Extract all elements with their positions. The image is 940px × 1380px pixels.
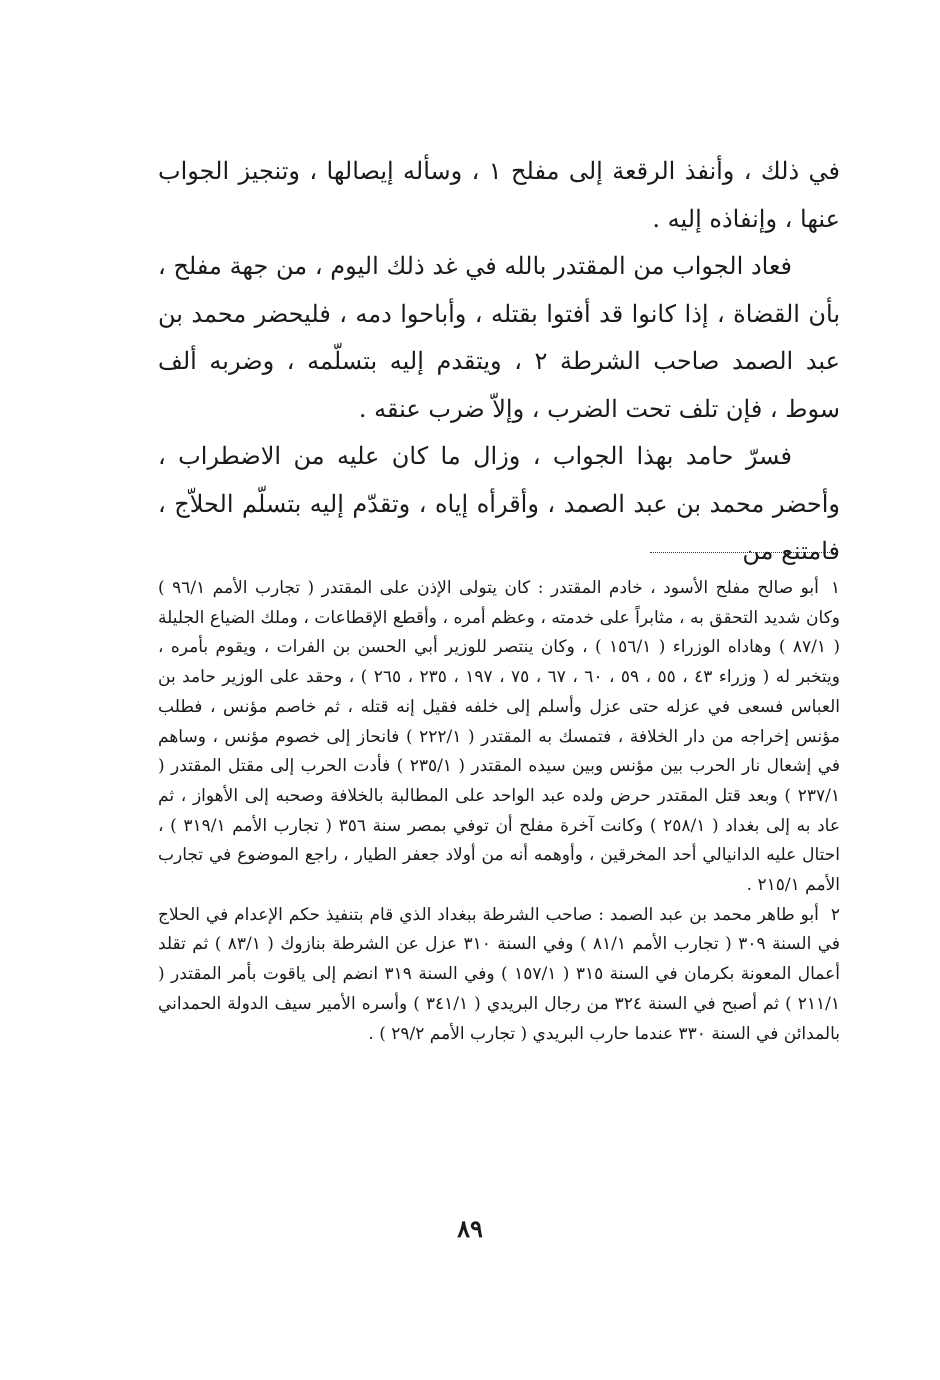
footnote-text: أبو صالح مفلح الأسود ، خادم المقتدر : كان يتولى الإذن على المقتدر ( تجارب الأمم ٩٦/١ ) وكان شديد التحقق به ، مثابراً على خدمته ، وعظم أمره ، وأقطع الإقطاعات ، وملك الضياع الجليلة ( ٨٧/١ ) وهاداه الوزراء ( ١٥٦/١ ) ، وكان ينتصر للوزير أبي الحسن بن الفرات ، ويقوم بأمره ، ويتخبر له ( وزراء ٤٣ ، ٥٥ ، ٥٩ ، ٦٠ ، ٦٧ ، ٧٥ ، ١٩٧ ، ٢٣٥ ، ٢٦٥ ) ، وحقد على الوزير حامد بن العباس فسعى في عزله حتى عزل وأسلم إلى خلفه فقيل إنه قتله ، ثم خاصم مؤنس ، فطلب مؤنس إخراجه من دار الخلافة ، فتمسك به المقتدر ( ٢٢٢/١ ) فانحاز إلى خصوم مؤنس ، وساهم في إشعال نار الحرب بين مؤنس وبين سيده المقتدر ( ٢٣٥/١ ) فأدت الحرب إلى مقتل المقتدر ( ٢٣٧/١ ) وبعد قتل المقتدر حرض ولده عبد الواحد على المطالبة بالخلافة وصحبه إلى الأهواز ، ثم عاد به إلى بغداد ( ٢٥٨/١ ) وكانت آخرة مفلح أن توفي بمصر سنة ٣٥٦ ( تجارب الأمم ٣١٩/١ ) ، احتال عليه الدانيالي أحد المخرقين ، وأوهمه أنه من أولاد جعفر الطيار ، راجع الموضوع في تجارب الأمم ٢١٥/١ . <box>158 578 841 896</box>
footnote-1 <box>158 574 840 901</box>
paragraph-3: فسرّ حامد بهذا الجواب ، وزال ما كان عليه من الاضطراب ، وأحضر محمد بن عبد الصمد ، وأقرأه إياه ، وتقدّم إليه بتسلّم الحلاّج ، فامتنع من <box>158 442 840 565</box>
footnote-number: ٢ <box>830 904 840 925</box>
paragraph-1: في ذلك ، وأنفذ الرقعة إلى مفلح ١ ، وسأله إيصالها ، وتنجيز الجواب عنها ، وإنفاذه إليه . <box>158 157 840 233</box>
page-number: ٨٩ <box>457 1214 483 1243</box>
footnote-2 <box>158 901 840 1050</box>
footnotes-section <box>158 574 840 1049</box>
footnote-number: ١ <box>830 578 840 598</box>
footnote-text: أبو طاهر محمد بن عبد الصمد : صاحب الشرطة ببغداد الذي قام بتنفيذ حكم الإعدام في الحلاج في السنة ٣٠٩ ( تجارب الأمم ٨١/١ ) وفي السنة ٣١٠ عزل عن الشرطة بنازوك ( ٨٣/١ ) ثم تقلد أعمال المعونة بكرمان في السنة ٣١٥ ( ١٥٧/١ ) وفي السنة ٣١٩ انضم إلى ياقوت بأمر المقتدر ( ٢١١/١ ) ثم أصبح في السنة ٣٢٤ من رجال البريدي ( ٣٤١/١ ) وأسره الأمير سيف الدولة الحمداني بالمدائن في السنة ٣٣٠ عندما حارب البريدي ( تجارب الأمم ٢٩/٢ ) . <box>158 904 840 1044</box>
paragraph-2: فعاد الجواب من المقتدر بالله في غد ذلك اليوم ، من جهة مفلح ، بأن القضاة ، إذا كانوا قد أفتوا بقتله ، وأباحوا دمه ، فليحضر محمد بن عبد الصمد صاحب الشرطة ٢ ، ويتقدم إليه بتسلّمه ، وضربه ألف سوط ، فإن تلف تحت الضرب ، وإلاّ ضرب عنقه . <box>158 252 840 423</box>
footnote-separator <box>650 552 838 553</box>
main-text-body <box>158 148 840 576</box>
